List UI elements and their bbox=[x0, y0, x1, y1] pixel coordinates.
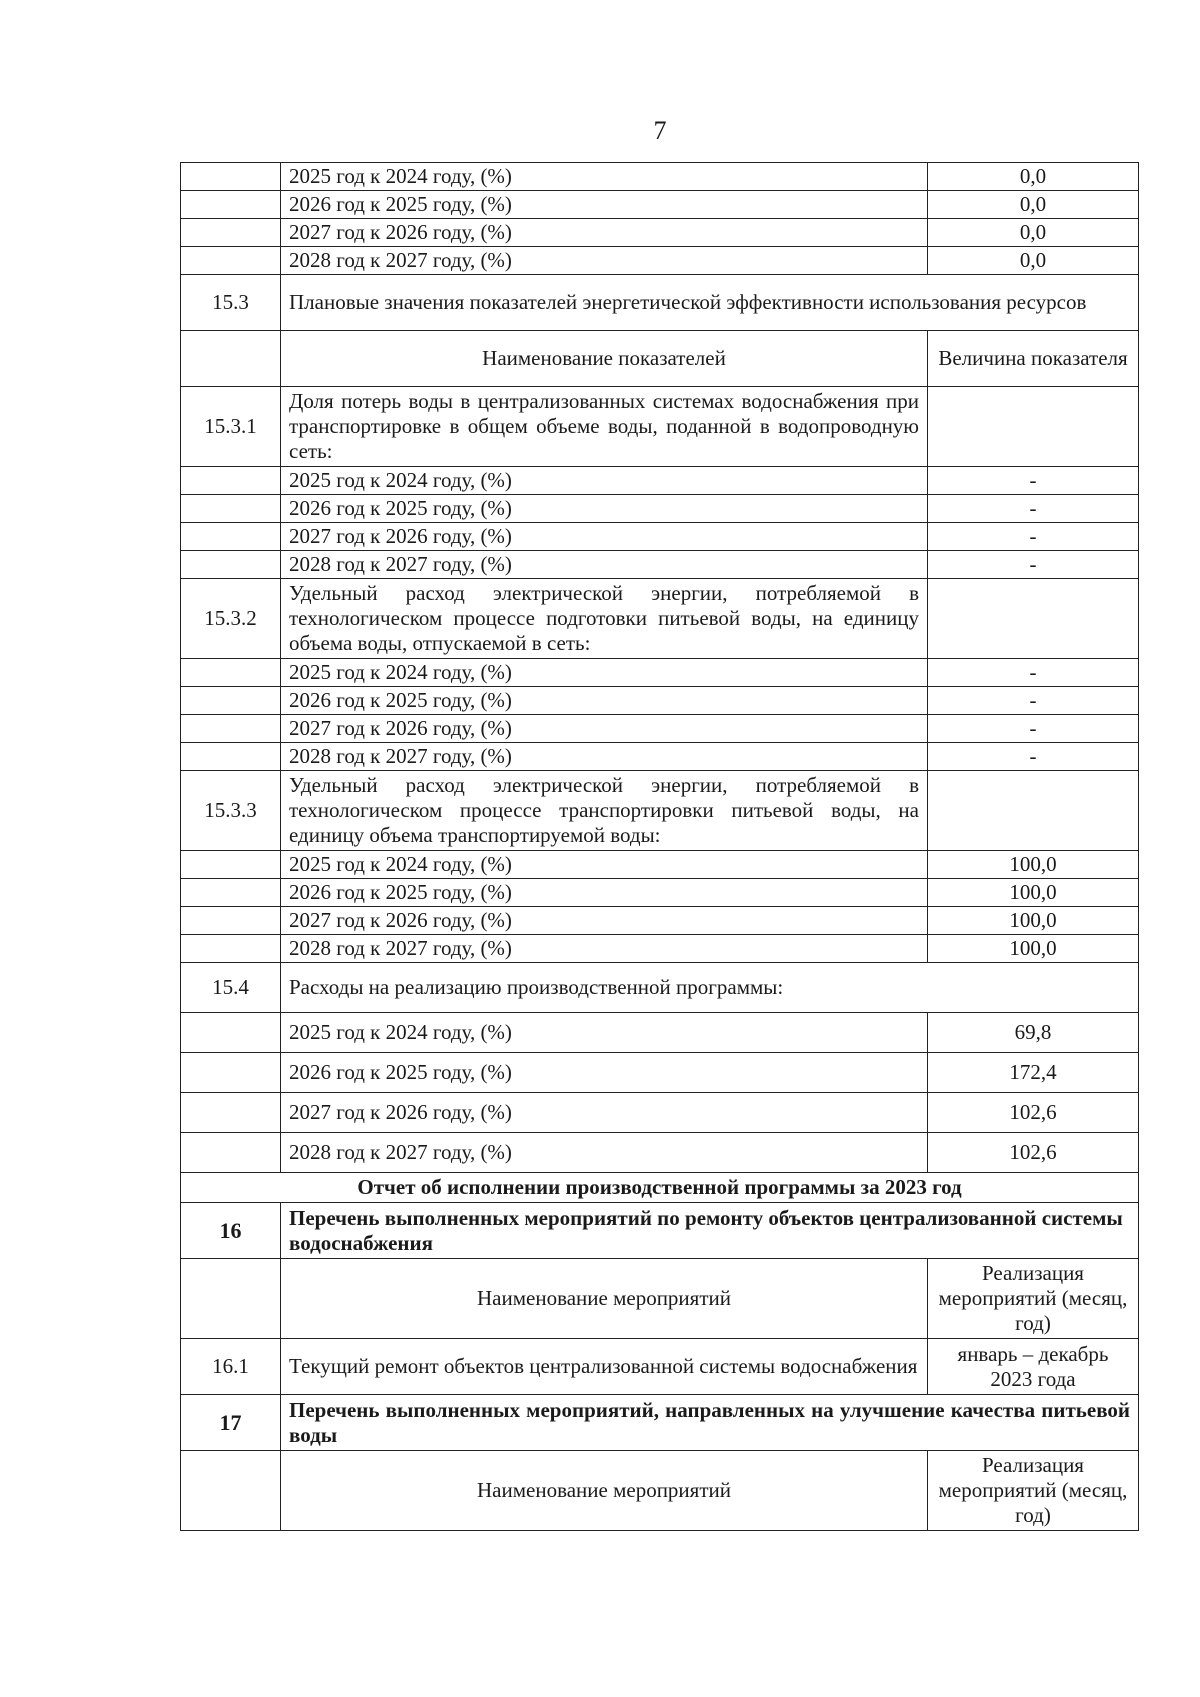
row-number-cell bbox=[181, 1259, 281, 1339]
row-value: 100,0 bbox=[928, 879, 1139, 907]
row-number-cell bbox=[181, 1053, 281, 1093]
section-number: 15.3 bbox=[181, 275, 281, 331]
row-value: 102,6 bbox=[928, 1133, 1139, 1173]
table-row bbox=[181, 851, 1139, 879]
row-value: 0,0 bbox=[928, 163, 1139, 191]
row-label: 2025 год к 2024 году, (%) bbox=[281, 1013, 928, 1053]
section-row-15-4 bbox=[181, 963, 1139, 1013]
row-label: 2026 год к 2025 году, (%) bbox=[281, 879, 928, 907]
table-row bbox=[181, 879, 1139, 907]
row-value: 0,0 bbox=[928, 191, 1139, 219]
row-label: 2027 год к 2026 году, (%) bbox=[281, 523, 928, 551]
row-label: 2028 год к 2027 году, (%) bbox=[281, 247, 928, 275]
row-number-cell bbox=[181, 1093, 281, 1133]
page-number: 7 bbox=[653, 116, 667, 145]
section-title: Расходы на реализацию производственной программы: bbox=[281, 963, 1139, 1013]
table-row bbox=[181, 659, 1139, 687]
column-header-row bbox=[181, 1259, 1139, 1339]
row-label: 2028 год к 2027 году, (%) bbox=[281, 1133, 928, 1173]
row-value: 100,0 bbox=[928, 851, 1139, 879]
row-value: - bbox=[928, 495, 1139, 523]
table-row bbox=[181, 163, 1139, 191]
row-value: - bbox=[928, 687, 1139, 715]
row-label: 2026 год к 2025 году, (%) bbox=[281, 687, 928, 715]
row-value: - bbox=[928, 715, 1139, 743]
section-row-15-3-2 bbox=[181, 579, 1139, 659]
header-activity-realization: Реализация мероприятий (месяц, год) bbox=[928, 1259, 1139, 1339]
table-row bbox=[181, 219, 1139, 247]
row-value: - bbox=[928, 551, 1139, 579]
empty-value-cell bbox=[928, 771, 1139, 851]
section-row-16 bbox=[181, 1203, 1139, 1259]
table-row bbox=[181, 687, 1139, 715]
section-number: 16.1 bbox=[181, 1339, 281, 1395]
header-indicator-name: Наименование показателей bbox=[281, 331, 928, 387]
row-value: 0,0 bbox=[928, 247, 1139, 275]
row-number-cell bbox=[181, 331, 281, 387]
row-number-cell bbox=[181, 495, 281, 523]
table-row bbox=[181, 743, 1139, 771]
row-number-cell bbox=[181, 191, 281, 219]
section-number: 17 bbox=[181, 1395, 281, 1451]
table-row bbox=[181, 551, 1139, 579]
table-row bbox=[181, 1013, 1139, 1053]
row-label: 2026 год к 2025 году, (%) bbox=[281, 495, 928, 523]
header-indicator-value: Величина показателя bbox=[928, 331, 1139, 387]
header-activity-realization: Реализация мероприятий (месяц, год) bbox=[928, 1451, 1139, 1531]
row-number-cell bbox=[181, 163, 281, 191]
section-title: Удельный расход электрической энергии, потребляемой в технологическом процессе подготовки питьевой воды, на единицу объема воды, отпускаемой в сеть: bbox=[281, 579, 928, 659]
row-label: 2028 год к 2027 году, (%) bbox=[281, 935, 928, 963]
table-row bbox=[181, 191, 1139, 219]
report-title: Отчет об исполнении производственной программы за 2023 год bbox=[181, 1173, 1139, 1203]
section-number: 15.3.1 bbox=[181, 387, 281, 467]
row-label: 2025 год к 2024 году, (%) bbox=[281, 851, 928, 879]
row-number-cell bbox=[181, 907, 281, 935]
column-header-row bbox=[181, 331, 1139, 387]
row-label: 2028 год к 2027 году, (%) bbox=[281, 743, 928, 771]
row-number-cell bbox=[181, 219, 281, 247]
row-value: - bbox=[928, 523, 1139, 551]
section-row-16-1 bbox=[181, 1339, 1139, 1395]
section-row-15-3-1 bbox=[181, 387, 1139, 467]
row-value: 172,4 bbox=[928, 1053, 1139, 1093]
empty-value-cell bbox=[928, 579, 1139, 659]
column-header-row bbox=[181, 1451, 1139, 1531]
table-row bbox=[181, 1093, 1139, 1133]
row-number-cell bbox=[181, 523, 281, 551]
row-value: 0,0 bbox=[928, 219, 1139, 247]
table-row bbox=[181, 1133, 1139, 1173]
row-label: 2025 год к 2024 году, (%) bbox=[281, 163, 928, 191]
report-title-row bbox=[181, 1173, 1139, 1203]
table-row bbox=[181, 523, 1139, 551]
section-number: 16 bbox=[181, 1203, 281, 1259]
header-activity-name: Наименование мероприятий bbox=[281, 1451, 928, 1531]
section-number: 15.4 bbox=[181, 963, 281, 1013]
row-number-cell bbox=[181, 1451, 281, 1531]
row-label: 2027 год к 2026 году, (%) bbox=[281, 907, 928, 935]
section-title: Плановые значения показателей энергетической эффективности использования ресурсов bbox=[281, 275, 1139, 331]
section-title: Перечень выполненных мероприятий по ремонту объектов централизованной системы водоснабжения bbox=[281, 1203, 1139, 1259]
section-row-17 bbox=[181, 1395, 1139, 1451]
row-label: 2025 год к 2024 году, (%) bbox=[281, 467, 928, 495]
section-row-15-3-3 bbox=[181, 771, 1139, 851]
row-value: 100,0 bbox=[928, 935, 1139, 963]
row-label: 2028 год к 2027 году, (%) bbox=[281, 551, 928, 579]
row-number-cell bbox=[181, 687, 281, 715]
row-value: - bbox=[928, 467, 1139, 495]
row-value: 102,6 bbox=[928, 1093, 1139, 1133]
section-number: 15.3.3 bbox=[181, 771, 281, 851]
row-number-cell bbox=[181, 247, 281, 275]
row-label: 2027 год к 2026 году, (%) bbox=[281, 715, 928, 743]
section-title: Перечень выполненных мероприятий, направленных на улучшение качества питьевой воды bbox=[281, 1395, 1139, 1451]
table-row bbox=[181, 495, 1139, 523]
row-label: 2027 год к 2026 году, (%) bbox=[281, 1093, 928, 1133]
row-number-cell bbox=[181, 851, 281, 879]
section-title: Доля потерь воды в централизованных системах водоснабжения при транспортировке в общем объеме воды, поданной в водопроводную сеть: bbox=[281, 387, 928, 467]
row-value: 100,0 bbox=[928, 907, 1139, 935]
production-program-table bbox=[180, 162, 1139, 1531]
row-number-cell bbox=[181, 467, 281, 495]
row-value: - bbox=[928, 659, 1139, 687]
row-label: 2027 год к 2026 году, (%) bbox=[281, 219, 928, 247]
table-row bbox=[181, 907, 1139, 935]
table-row bbox=[181, 247, 1139, 275]
row-value: 69,8 bbox=[928, 1013, 1139, 1053]
row-number-cell bbox=[181, 743, 281, 771]
table-row bbox=[181, 467, 1139, 495]
row-number-cell bbox=[181, 1013, 281, 1053]
activity-name: Текущий ремонт объектов централизованной системы водоснабжения bbox=[281, 1339, 928, 1395]
row-number-cell bbox=[181, 1133, 281, 1173]
row-number-cell bbox=[181, 935, 281, 963]
empty-value-cell bbox=[928, 387, 1139, 467]
activity-realization: январь – декабрь 2023 года bbox=[928, 1339, 1139, 1395]
row-number-cell bbox=[181, 659, 281, 687]
table-row bbox=[181, 715, 1139, 743]
row-value: - bbox=[928, 743, 1139, 771]
row-label: 2025 год к 2024 году, (%) bbox=[281, 659, 928, 687]
row-number-cell bbox=[181, 551, 281, 579]
row-label: 2026 год к 2025 году, (%) bbox=[281, 1053, 928, 1093]
header-activity-name: Наименование мероприятий bbox=[281, 1259, 928, 1339]
row-number-cell bbox=[181, 715, 281, 743]
row-number-cell bbox=[181, 879, 281, 907]
row-label: 2026 год к 2025 году, (%) bbox=[281, 191, 928, 219]
section-number: 15.3.2 bbox=[181, 579, 281, 659]
section-title: Удельный расход электрической энергии, потребляемой в технологическом процессе транспортировки питьевой воды, на единицу объема транспортируемой воды: bbox=[281, 771, 928, 851]
table-row bbox=[181, 935, 1139, 963]
table-row bbox=[181, 1053, 1139, 1093]
section-row-15-3 bbox=[181, 275, 1139, 331]
